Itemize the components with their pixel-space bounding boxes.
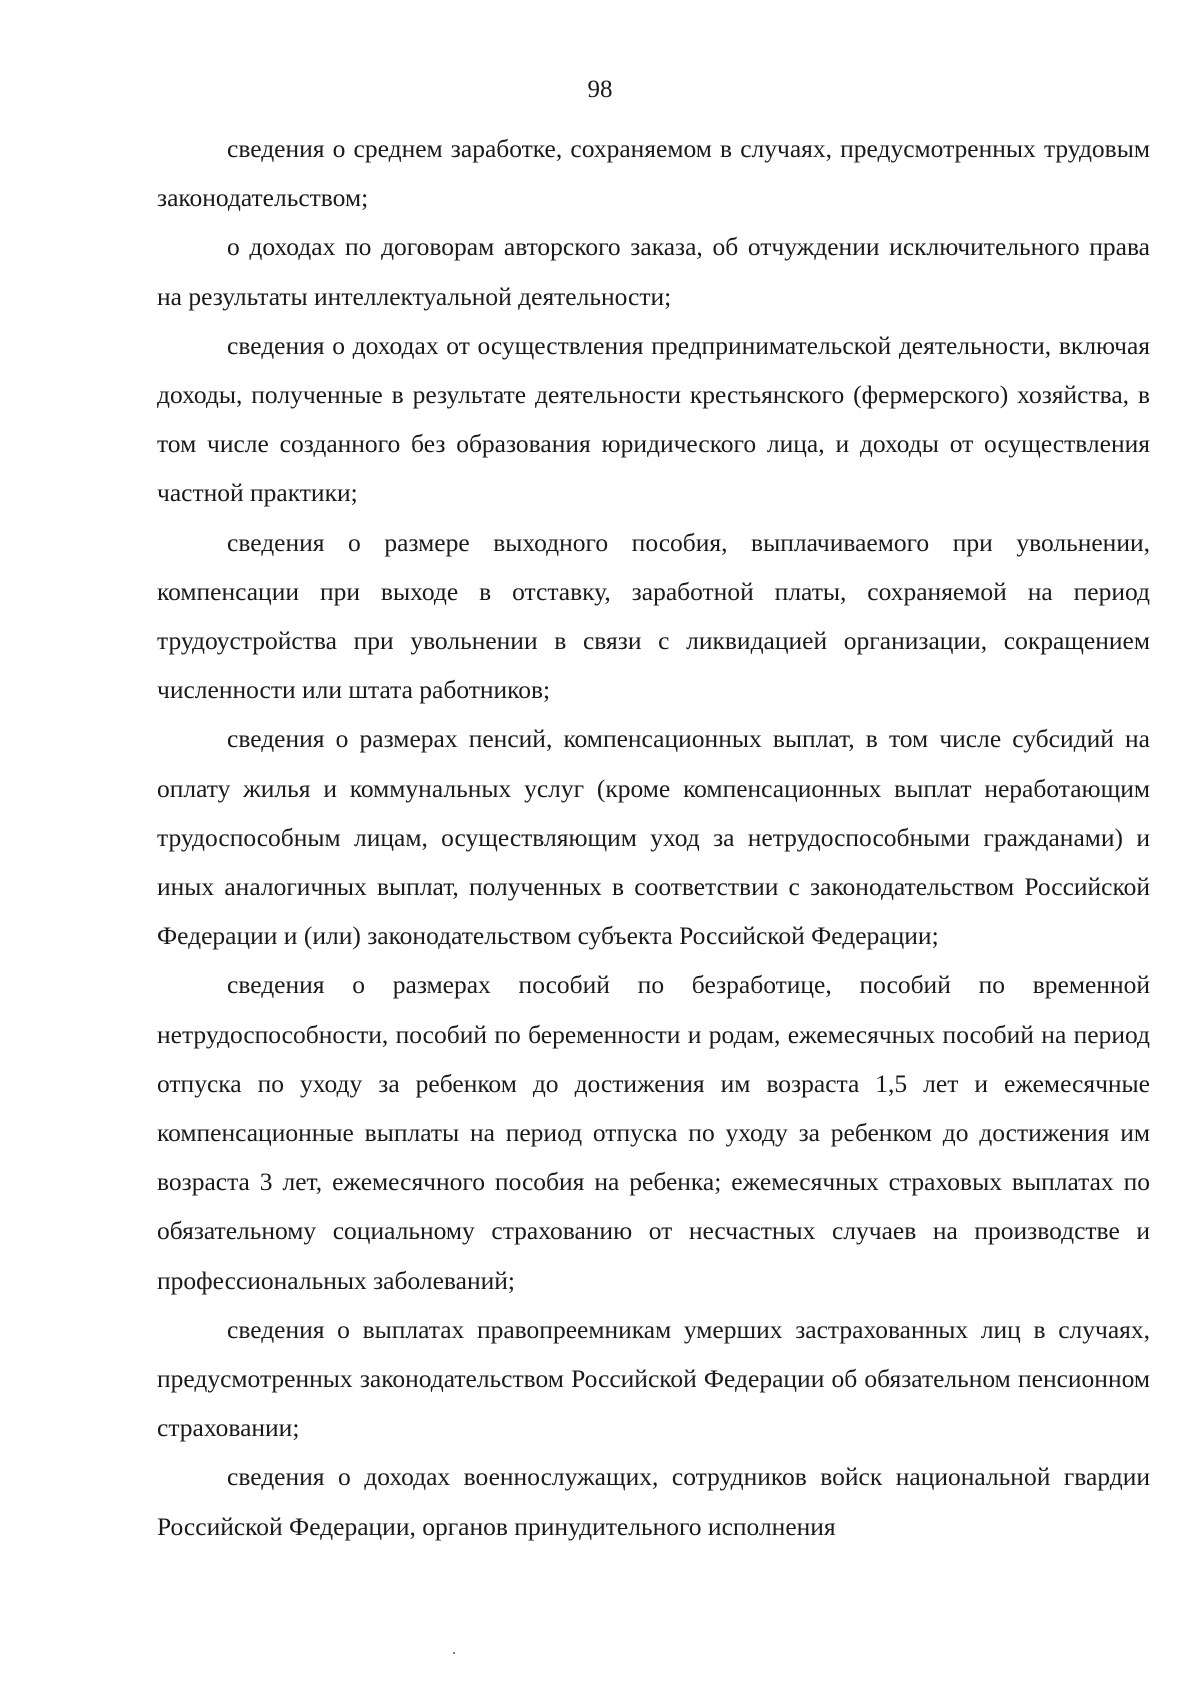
paragraph-severance-pay: сведения о размере выходного пособия, выплачиваемого при увольнении, компенсации при выходе в отставку, заработной платы, сохраняемой на период трудоустройства при увольнении в связи с ликвидацией организации, сокращением численности или штата работников; (157, 527, 1150, 705)
paragraph-benefits: сведения о размерах пособий по безработице, пособий по временной нетрудоспособности, пособий по беременности и родам, ежемесячных пособий на период отпуска по уходу за ребенком до достижения им возраста 1,5 лет и ежемесячные компенсационные выплаты на период отпуска по уходу за ребенком до достижения им возраста 3 лет, ежемесячного пособия на ребенка; ежемесячных страховых выплатах по обязательному социальному страхованию от несчастных случаев на производстве и профессиональных заболеваний; (157, 970, 1150, 1295)
paragraph-military-income: сведения о доходах военнослужащих, сотрудников войск национальной гвардии Российской Федерации, органов принудительного исполнения (157, 1462, 1150, 1541)
page-number: 98 (587, 76, 613, 103)
paragraph-pensions: сведения о размерах пенсий, компенсационных выплат, в том числе субсидий на оплату жилья и коммунальных услуг (кроме компенсационных выплат неработающим трудоспособным лицам, осуществляющим уход за нетрудоспособными гражданами) и иных аналогичных выплат, полученных в соответствии с законодательством Российской Федерации и (или) законодательством субъекта Российской Федерации; (157, 724, 1150, 951)
paragraph-successor-payments: сведения о выплатах правопреемникам умерших застрахованных лиц в случаях, предусмотренных законодательством Российской Федерации об обязательном пенсионном страховании; (157, 1314, 1150, 1443)
scan-speck (453, 1652, 455, 1654)
paragraph-business-income: сведения о доходах от осуществления предпринимательской деятельности, включая доходы, полученные в результате деятельности крестьянского (фермерского) хозяйства, в том числе созданного без образования юридического лица, и доходы от осуществления частной практики; (157, 330, 1150, 508)
paragraph-average-earnings: сведения о среднем заработке, сохраняемом в случаях, предусмотренных трудовым законодательством; (157, 134, 1150, 213)
document-body (157, 124, 1150, 1551)
paragraph-authors-contracts: о доходах по договорам авторского заказа, об отчуждении исключительного права на результаты интеллектуальной деятельности; (157, 232, 1150, 311)
